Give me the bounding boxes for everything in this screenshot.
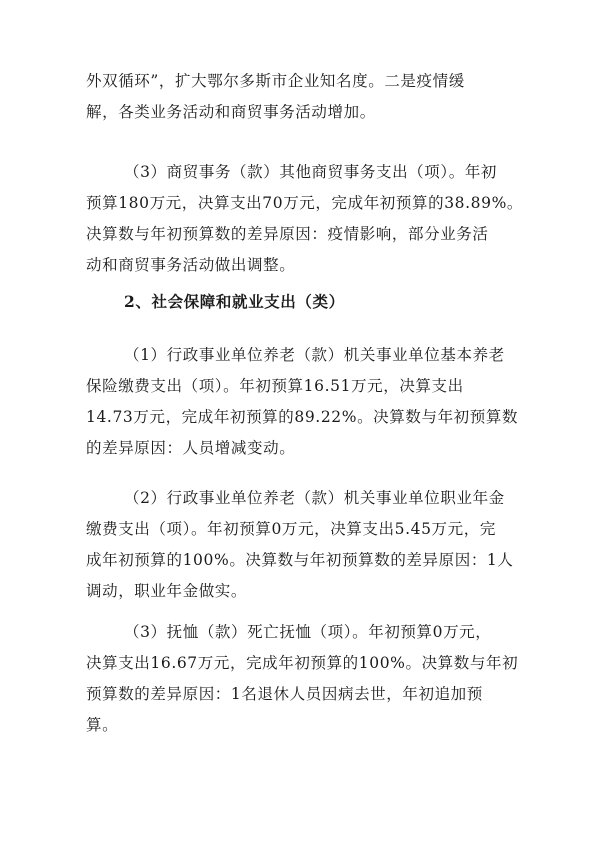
text-line: 成年初预算的100%。决算数与年初预算数的差异原因：1人 (86, 551, 514, 569)
heading-text: 2、社会保障和就业支出（类） (124, 292, 345, 311)
text-line: （3）抚恤（款）死亡抚恤（项）。年初预算0万元， (124, 623, 492, 641)
text-line: 预算180万元，决算支出70万元，完成年初预算的38.89%。 (86, 194, 524, 212)
section-heading (86, 286, 506, 317)
text-line: 决算数与年初预算数的差异原因：疫情影响，部分业务活 (86, 225, 489, 243)
text-line: 解，各类业务活动和商贸事务活动增加。 (86, 103, 376, 121)
text-line: 外双循环”，扩大鄂尔多斯市企业知名度。二是疫情缓 (86, 72, 465, 90)
paragraph-trade-affairs (86, 157, 524, 281)
paragraph-basic-pension (86, 340, 519, 464)
text-line: （1）行政事业单位养老（款）机关事业单位基本养老 (124, 346, 505, 364)
text-line: 的差异原因：人员增减变动。 (86, 439, 296, 457)
text-line: 决算支出16.67万元，完成年初预算的100%。决算数与年初 (86, 654, 519, 672)
text-line: 预算数的差异原因：1名退休人员因病去世，年初追加预 (86, 685, 483, 703)
text-line: 动和商贸事务活动做出调整。 (86, 256, 296, 274)
paragraph-death-pension (86, 617, 519, 741)
paragraph-continuation (86, 66, 506, 128)
text-line: 14.73万元，完成年初预算的89.22%。决算数与年初预算数 (86, 408, 519, 426)
paragraph-occupational-annuity (86, 483, 514, 607)
text-line: 保险缴费支出（项）。年初预算16.51万元，决算支出 (86, 377, 464, 395)
text-line: 调动，职业年金做实。 (86, 582, 248, 600)
text-line: 缴费支出（项）。年初预算0万元，决算支出5.45万元，完 (86, 520, 496, 538)
text-line: 算。 (86, 716, 119, 734)
text-line: （2）行政事业单位养老（款）机关事业单位职业年金 (124, 489, 505, 507)
text-line: （3）商贸事务（款）其他商贸事务支出（项）。年初 (124, 163, 498, 181)
